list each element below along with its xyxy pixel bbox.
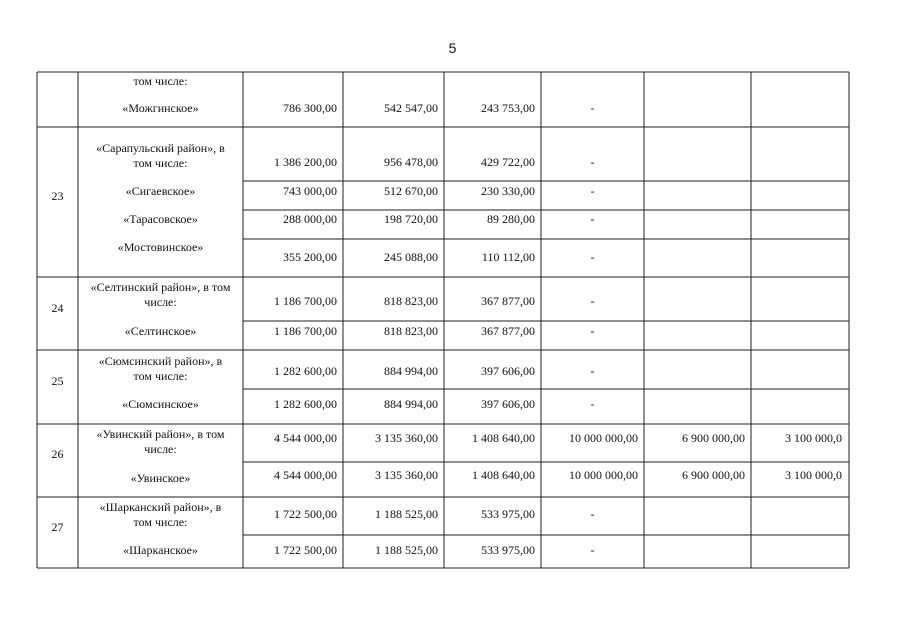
municipality-name: «Селтинское» [124, 324, 197, 338]
cell-c2: 3 135 360,00 [375, 431, 438, 445]
cell-c3: 89 280,00 [487, 212, 535, 226]
cell-c4: 10 000 000,00 [569, 431, 638, 445]
cell-c4: 10 000 000,00 [569, 468, 638, 482]
cell-c2: 818 823,00 [384, 324, 438, 338]
municipality-name: «Увинское» [130, 471, 191, 485]
cell-c4: - [590, 364, 595, 378]
cell-c4: - [590, 324, 595, 338]
cell-c4: - [590, 101, 595, 115]
municipality-name: «Сюмсинское» [122, 397, 199, 411]
district-name-line2: том числе: [133, 515, 188, 529]
row-number: 26 [51, 447, 64, 461]
cell-c6: 3 100 000,0 [785, 431, 842, 445]
cell-c6: 3 100 000,0 [785, 468, 842, 482]
cell-c4: - [590, 250, 595, 264]
cell-c1: 1 282 600,00 [274, 397, 337, 411]
district-name-line1: «Селтинский район», в том [90, 280, 231, 294]
district-name-line2: том числе: [133, 156, 188, 170]
cell-c1: 1 186 700,00 [274, 324, 337, 338]
cell-c2: 1 188 525,00 [375, 543, 438, 557]
district-name-line2: числе: [144, 295, 177, 309]
row-cont-line: том числе: [133, 74, 188, 88]
district-name-line1: «Шарканский район», в [99, 500, 222, 514]
municipality-name: «Мостовинское» [117, 240, 204, 254]
cell-c4: - [590, 212, 595, 226]
cell-c2: 884 994,00 [384, 397, 438, 411]
cell-c4: - [590, 155, 595, 169]
cell-c1: 4 544 000,00 [274, 468, 337, 482]
cell-c2: 542 547,00 [384, 101, 438, 115]
cell-c2: 3 135 360,00 [375, 468, 438, 482]
cell-c5: 6 900 000,00 [682, 468, 745, 482]
cell-c2: 512 670,00 [384, 184, 438, 198]
cell-c2: 245 088,00 [384, 250, 438, 264]
cell-c1: 4 544 000,00 [274, 431, 337, 445]
cell-c5: 6 900 000,00 [682, 431, 745, 445]
cell-c4: - [590, 543, 595, 557]
cell-c1: 288 000,00 [283, 212, 337, 226]
cell-c4: - [590, 507, 595, 521]
cell-c1: 1 186 700,00 [274, 294, 337, 308]
cell-c2: 956 478,00 [384, 155, 438, 169]
cell-c1: 1 722 500,00 [274, 507, 337, 521]
district-name-line1: «Увинский район», в том [96, 427, 225, 441]
cell-c3: 243 753,00 [481, 101, 535, 115]
cell-c3: 533 975,00 [481, 507, 535, 521]
page-number: 5 [448, 40, 457, 56]
municipality-name: «Тарасовское» [123, 212, 198, 226]
row-number: 27 [51, 520, 64, 534]
cell-c3: 533 975,00 [481, 543, 535, 557]
district-name-line2: числе: [144, 442, 177, 456]
cell-c3: 110 112,00 [481, 250, 535, 264]
cell-c4: - [590, 294, 595, 308]
cell-c4: - [590, 184, 595, 198]
cell-c1: 1 386 200,00 [274, 155, 337, 169]
cell-c1: 786 300,00 [283, 101, 337, 115]
district-name-line2: том числе: [133, 369, 188, 383]
cell-c4: - [590, 397, 595, 411]
cell-c3: 367 877,00 [481, 324, 535, 338]
cell-c3: 429 722,00 [481, 155, 535, 169]
cell-c3: 1 408 640,00 [472, 431, 535, 445]
municipality-name: «Шарканское» [123, 543, 198, 557]
cell-c2: 818 823,00 [384, 294, 438, 308]
cell-c2: 198 720,00 [384, 212, 438, 226]
row-number: 24 [51, 301, 64, 315]
row-number: 23 [51, 189, 64, 203]
cell-c1: 1 722 500,00 [274, 543, 337, 557]
cell-c2: 1 188 525,00 [375, 507, 438, 521]
cell-c2: 884 994,00 [384, 364, 438, 378]
district-name-line1: «Сюмсинский район», в [98, 354, 223, 368]
cell-c3: 230 330,00 [481, 184, 535, 198]
cell-c1: 1 282 600,00 [274, 364, 337, 378]
cell-c1: 355 200,00 [283, 250, 337, 264]
district-name-line1: «Сарапульский район», в [96, 141, 225, 155]
municipality-name: «Можгинское» [122, 101, 199, 115]
cell-c3: 397 606,00 [481, 364, 535, 378]
cell-c3: 397 606,00 [481, 397, 535, 411]
cell-c3: 367 877,00 [481, 294, 535, 308]
cell-c3: 1 408 640,00 [472, 468, 535, 482]
cell-c1: 743 000,00 [283, 184, 337, 198]
row-number: 25 [51, 374, 64, 388]
municipality-name: «Сигаевское» [125, 184, 196, 198]
